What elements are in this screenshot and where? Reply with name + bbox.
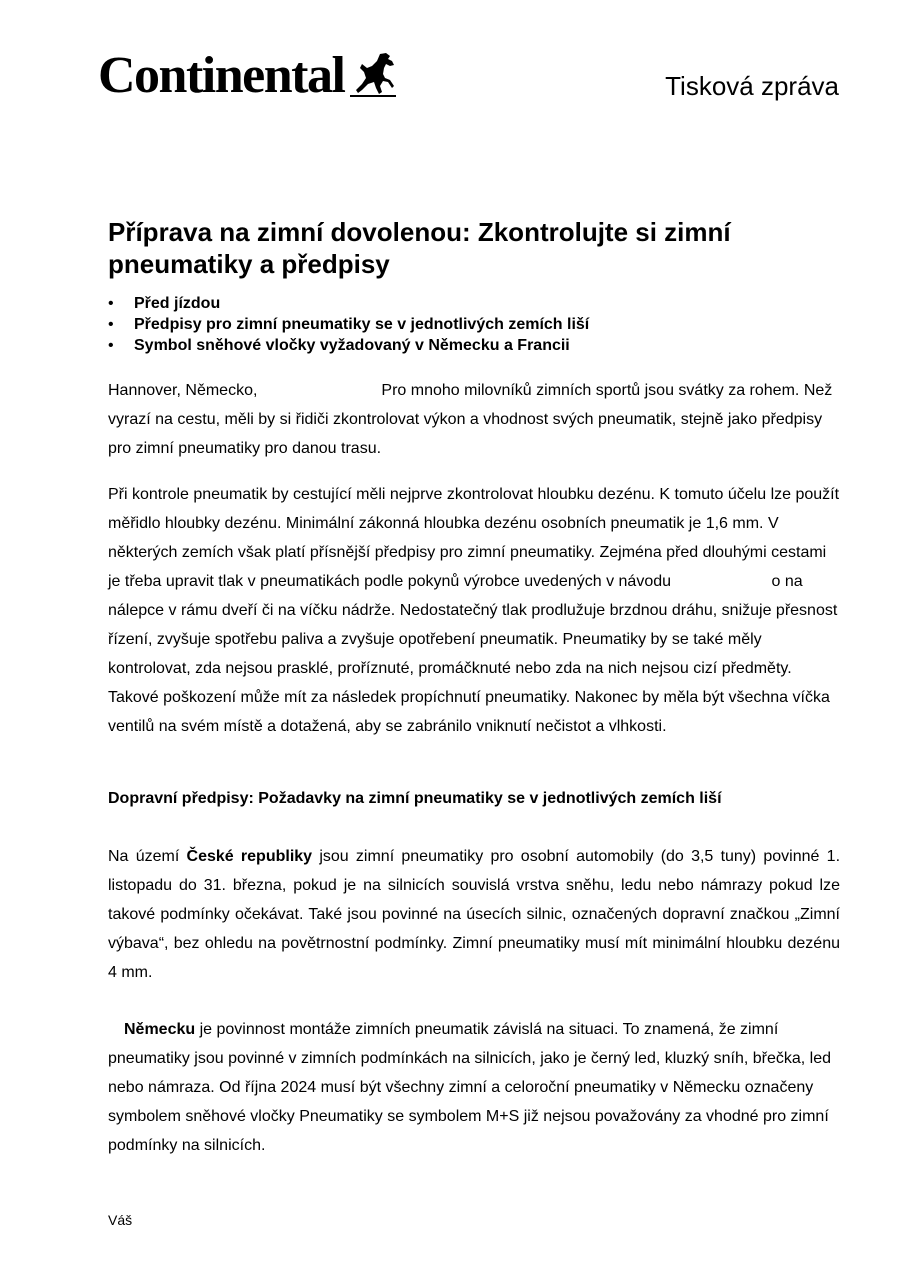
bullet-icon: • [108, 295, 114, 312]
logo-underline [350, 95, 396, 97]
key-point-item: • Symbol sněhové vločky vyžadovaný v Německu a Francii [108, 337, 570, 354]
continental-logo [98, 47, 398, 110]
press-release-headline: Příprava na zimní dovolenou: Zkontrolujte si zimní pneumatiky a předpisy [108, 217, 731, 279]
intro-paragraph: Hannover, Německo, Pro mnoho milovníků zimních sportů jsou svátky za rohem. Než vyrazí na cestu, měli by si řidiči zkontrolovat výkon a vhodnost svých pneumatik, stejně jako předpisy pro zimní pneumatiky pro danou trasu. [108, 382, 833, 457]
bullet-icon: • [108, 337, 114, 354]
document-type-label: Tisková zpráva [665, 71, 839, 101]
bullet-icon: • [108, 316, 114, 333]
key-point-item: • Před jízdou [108, 295, 221, 312]
czech-regulations-paragraph: Na území České republiky jsou zimní pneumatiky pro osobní automobily (do 3,5 tuny) povinné 1. listopadu do 31. března, pokud je na silnicích souvislá vrstva sněhu, ledu nebo námrazy pokud lze takové podmínky očekávat. Také jsou povinné na úsecích silnic, označených dopravní značkou „Zimní výbava“, bez ohledu na povětrnostní podmínky. Zimní pneumatiky musí mít minimální hloubku dezénu 4 mm. [108, 848, 841, 981]
section-subheading: Dopravní předpisy: Požadavky na zimní pneumatiky se v jednotlivých zemích liší [108, 790, 722, 807]
germany-regulations-paragraph: Německu je povinnost montáže zimních pneumatik závislá na situaci. To znamená, že zimní pneumatiky jsou povinné v zimních podmínkách na silnicích, jako je černý led, kluzký sníh, břečka, led nebo námraza. Od října 2024 musí být všechny zimní a celoroční pneumatiky v Německu označeny symbolem sněhové vločky Pneumatiky se symbolem M+S již nejsou považovány za vhodné pro zimní podmínky na silnicích. [108, 1021, 832, 1154]
key-points-list [108, 293, 589, 356]
dateline-location: Hannover, Německo, [108, 382, 258, 399]
country-name: Německu [124, 1021, 196, 1038]
rearing-horse-icon [350, 52, 396, 96]
country-name: České republiky [186, 848, 313, 865]
tire-check-paragraph: Při kontrole pneumatik by cestující měli nejprve zkontrolovat hloubku dezénu. K tomuto účelu lze použít měřidlo hloubky dezénu. Minimální zákonná hloubka dezénu osobních pneumatik je 1,6 mm. V některých zemích však platí přísnější předpisy pro zimní pneumatiky. Zejména před dlouhými cestami je třeba upravit tlak v pneumatikách podle pokynů výrobce uvedených v návodu o na nálepce v rámu dveří či na víčku nádrže. Nedostatečný tlak prodlužuje brzdnou dráhu, snižuje přesnost řízení, zvyšuje spotřebu paliva a zvyšuje opotřebení pneumatik. Pneumatiky by se také měly kontrolovat, zda nejsou prasklé, proříznuté, promáčknuté nebo zda na nich nejsou cizí předměty. Takové poškození může mít za následek propíchnutí pneumatiky. Nakonec by měla být všechna víčka ventilů na svém místě a dotažená, aby se zabránilo vniknutí nečistot a vlhkosti. [108, 486, 840, 735]
logo-wordmark: Continental [98, 47, 345, 104]
page-footer-fragment: Váš [108, 1212, 133, 1228]
key-point-item: • Předpisy pro zimní pneumatiky se v jednotlivých zemích liší [108, 316, 590, 333]
